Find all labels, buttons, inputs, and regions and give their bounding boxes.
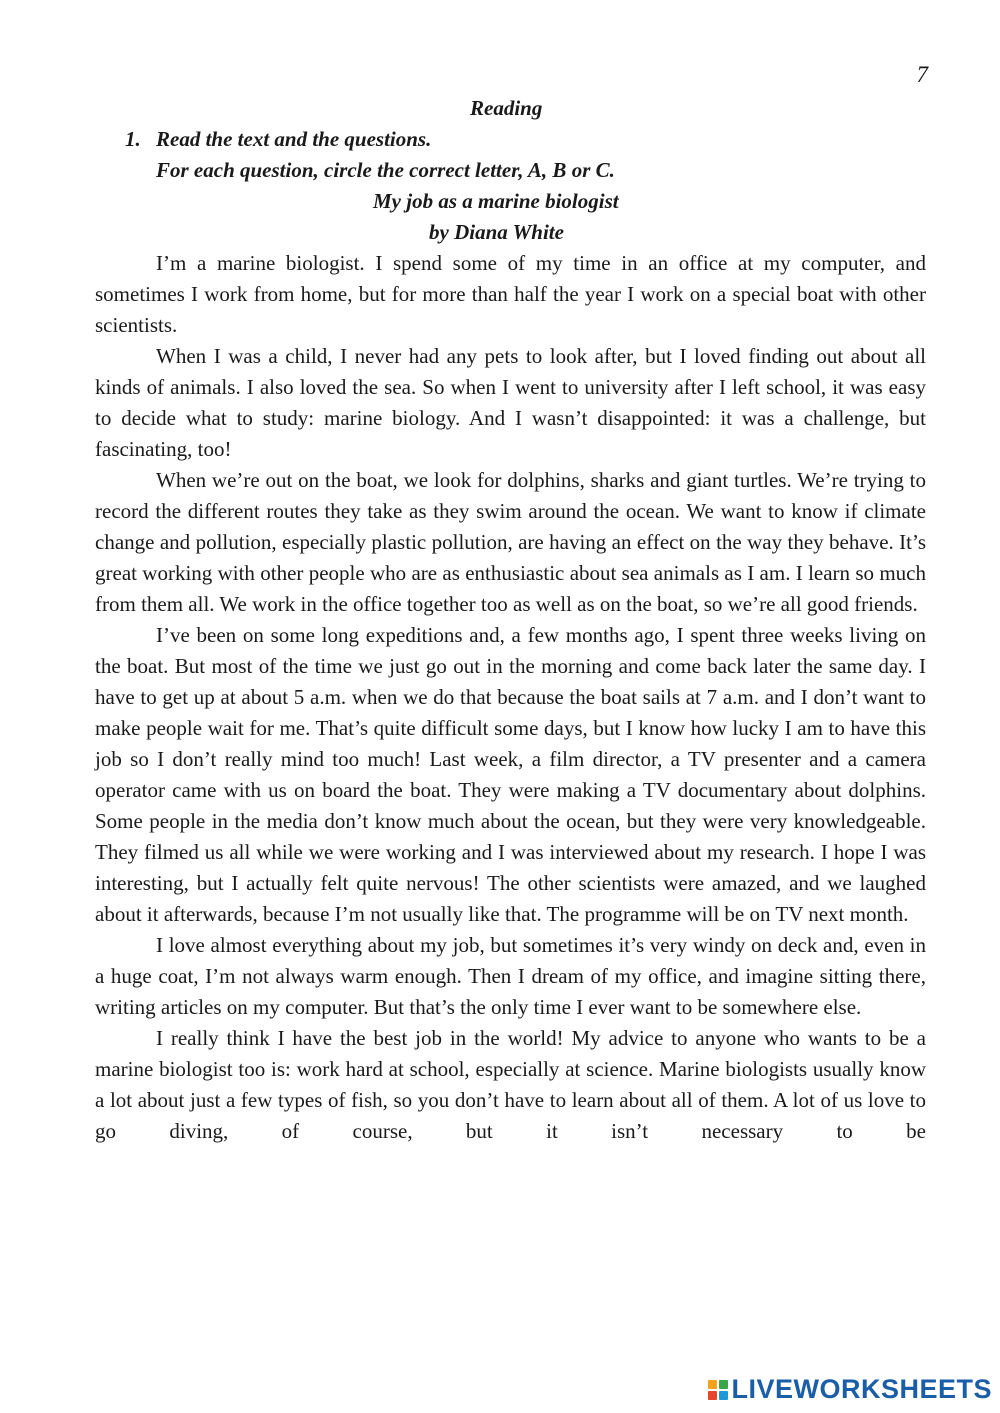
paragraph: I really think I have the best job in the world! My advice to anyone who wants to be a marine biologist too is: work hard at school, especially at science. Marine biologists usually know a lot about just a few types of fish, so you don’t have to learn about all of them. A lot of us love to go diving, of course, but it isn’t necessary to be: [95, 1026, 926, 1143]
article-title: My job as a marine biologist: [373, 189, 619, 213]
instruction-line-2: For each question, circle the correct letter, A, B or C.: [156, 158, 615, 182]
article-author: by Diana White: [429, 220, 564, 244]
section-heading: Reading: [470, 96, 543, 120]
instruction-line-1: [125, 124, 431, 155]
page-number: 7: [916, 62, 928, 87]
paragraph: When we’re out on the boat, we look for dolphins, sharks and giant turtles. We’re trying to record the different routes they take as they swim around the ocean. We want to know if climate change and pollution, especially plastic pollution, are having an effect on the way they behave. It’s great working with other people who are as enthusiastic about sea animals as I am. I learn so much from them all. We work in the office together too as well as on the boat, so we’re all good friends.: [95, 468, 926, 616]
watermark-text: LIVEWORKSHEETS: [731, 1374, 992, 1404]
liveworksheets-watermark: [708, 1374, 992, 1405]
liveworksheets-logo-icon: [708, 1380, 728, 1400]
instruction-text-1: Read the text and the questions.: [156, 127, 432, 151]
instruction-number: 1.: [125, 127, 141, 151]
article-body: [95, 248, 926, 1147]
paragraph: I’ve been on some long expeditions and, a few months ago, I spent three weeks living on the boat. But most of the time we just go out in the morning and come back later the same day. I have to get up at about 5 a.m. when we do that because the boat sails at 7 a.m. and I don’t want to make people wait for me. That’s quite difficult some days, but I know how lucky I am to have this job so I don’t really mind too much! Last week, a film director, a TV presenter and a camera operator came with us on board the boat. They were making a TV documentary about dolphins. Some people in the media don’t know much about the ocean, but they were very knowledgeable. They filmed us all while we were working and I was interviewed about my research. I hope I was interesting, but I actually felt quite nervous! The other scientists were amazed, and we laughed about it afterwards, because I’m not usually like that. The programme will be on TV next month.: [95, 623, 926, 926]
paragraph: I’m a marine biologist. I spend some of my time in an office at my computer, and sometimes I work from home, but for more than half the year I work on a special boat with other scientists.: [95, 251, 926, 337]
paragraph: I love almost everything about my job, but sometimes it’s very windy on deck and, even in a huge coat, I’m not always warm enough. Then I dream of my office, and imagine sitting there, writing articles on my computer. But that’s the only time I ever want to be somewhere else.: [95, 933, 926, 1019]
paragraph: When I was a child, I never had any pets to look after, but I loved finding out about all kinds of animals. I also loved the sea. So when I went to university after I left school, it was easy to decide what to study: marine biology. And I wasn’t disappointed: it was a challenge, but fascinating, too!: [95, 344, 926, 461]
